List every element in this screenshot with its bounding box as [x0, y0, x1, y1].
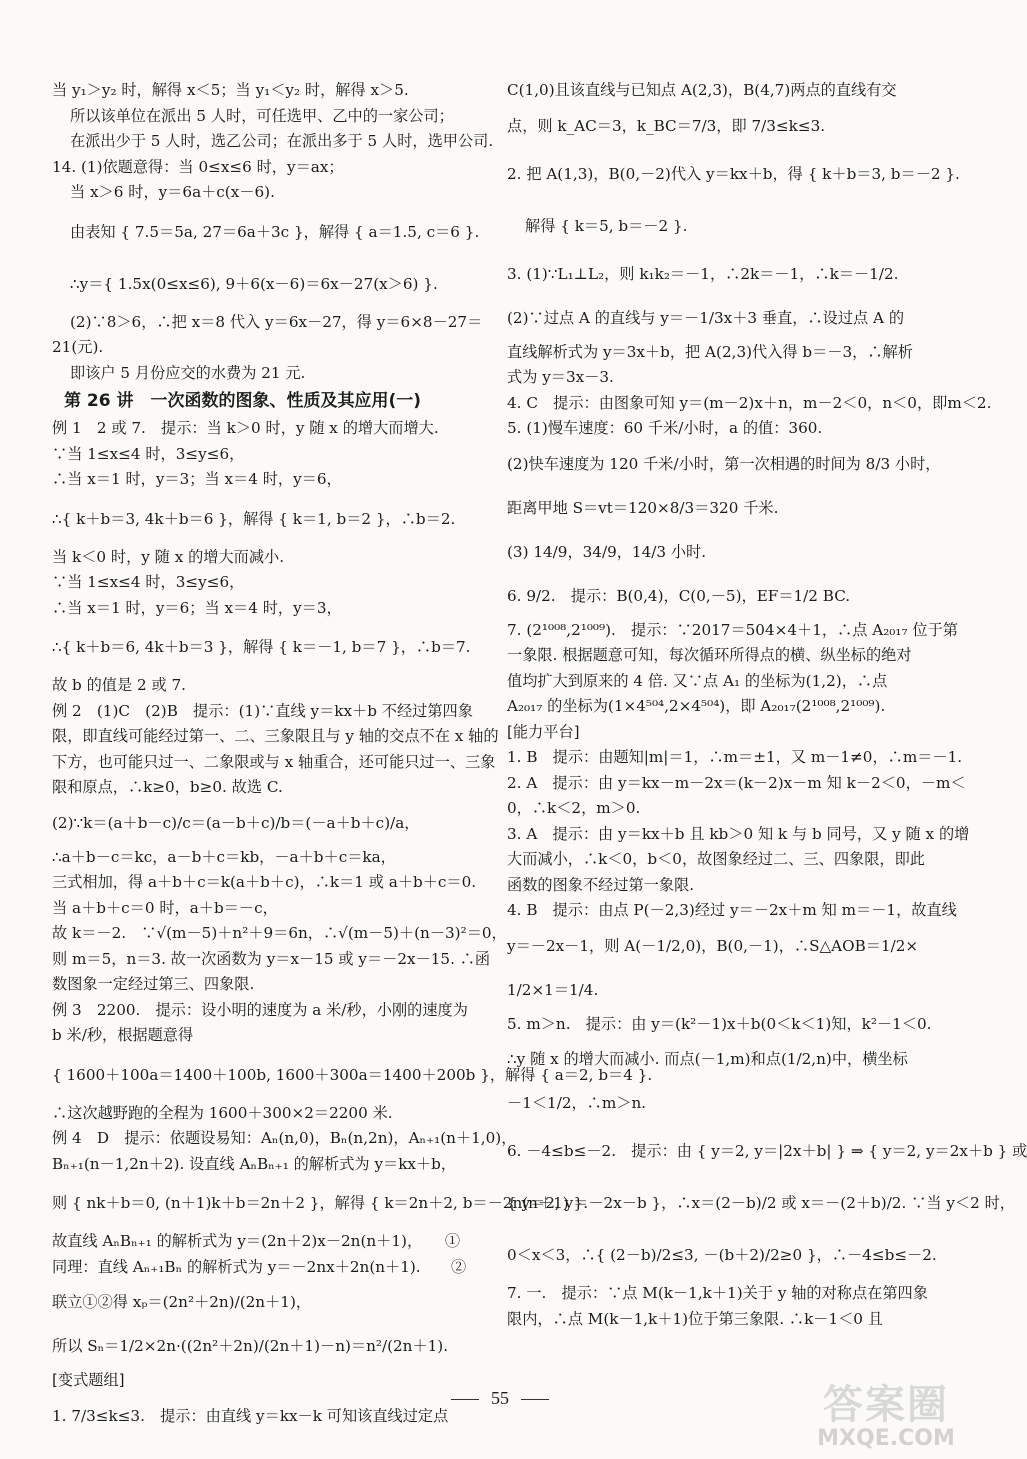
text-line: 所以该单位在派出 5 人时，可任选甲、乙中的一家公司；	[70, 106, 454, 125]
page-number: 55	[491, 1388, 509, 1408]
text-line: ∵当 1≤x≤4 时，3≤y≤6，	[52, 444, 245, 463]
divider	[521, 1399, 549, 1400]
text-line: 一象限. 根据题意可知，每次循环所得点的横、纵坐标的绝对	[507, 646, 912, 664]
equation-system: 6. －4≤b≤－2. 提示：由 { y＝2, y＝|2x＋b| } ⇒ { y＝2, y＝2x＋b } 或	[507, 1142, 1027, 1160]
text-line: 直线解析式为 y＝3x＋b，把 A(2,3)代入得 b＝－3，∴解析	[507, 342, 913, 361]
text-line: b 米/秒，根据题意得	[52, 1026, 194, 1044]
text-line: 例 2 (1)C (2)B 提示：(1)∵直线 y＝kx＋b 不经过第四象	[52, 701, 473, 720]
equation-system: { y＝2, y＝－2x－b }，∴x＝(2－b)/2 或 x＝－(2＋b)/2. ∵当 y＜2 时，	[507, 1194, 1015, 1212]
equation-line: 6. 9/2. 提示：B(0,4)，C(0,－5)，EF＝1/2 BC.	[507, 586, 851, 605]
text-line: ∴当 x＝1 时，y＝3；当 x＝4 时，y＝6，	[52, 470, 342, 488]
text-line: 故 b 的值是 2 或 7.	[52, 676, 186, 694]
text-line: 数图象一定经过第三、四象限.	[52, 975, 255, 993]
text-line: 5. m＞n. 提示：由 y＝(k²－1)x＋b(0＜k＜1)知，k²－1＜0.	[507, 1014, 932, 1033]
equation-line: (2)快车速度为 120 千米/小时，第一次相遇的时间为 8/3 小时，	[507, 454, 941, 473]
text-line: C(1,0)且该直线与已知点 A(2,3)，B(4,7)两点的直线有交	[507, 81, 897, 99]
text-line: 同理：直线 Aₙ₊₁Bₙ 的解析式为 y＝－2nx＋2n(n＋1). ②	[52, 1257, 467, 1276]
section-heading: 第 26 讲 一次函数的图象、性质及其应用(一)	[64, 391, 422, 411]
text-line: 则 m＝5，n＝3. 故一次函数为 y＝x－15 或 y＝－2x－15. ∴函	[52, 949, 491, 968]
text-line: 限和原点，∴k≥0，b≥0. 故选 C.	[52, 778, 283, 796]
text-line: 例 1 2 或 7. 提示：当 k＞0 时，y 随 x 的增大而增大.	[52, 419, 439, 437]
text-line: 7. (2¹⁰⁰⁸,2¹⁰⁰⁹). 提示：∵2017＝504×4＋1，∴点 A₂₀₁₇ 位于第	[507, 620, 958, 639]
text-line: 例 4 D 提示：依题设易知：Aₙ(n,0)，Bₙ(n,2n)，Aₙ₊₁(n＋1,0)，	[52, 1129, 517, 1147]
equation-line: －1＜1/2，∴m＞n.	[507, 1094, 647, 1112]
text-line: 故 k＝－2. ∵√(m－5)＋n²＋9＝6n，∴√(m－5)＋(n－3)²＝0，	[52, 924, 507, 942]
text-line: 值均扩大到原来的 4 倍. 又∵点 A₁ 的坐标为(1,2)，∴点	[507, 671, 888, 690]
equation-system: { 1600＋100a＝1400＋100b, 1600＋300a＝1400＋200b }，解得 { a＝2, b＝4 }.	[52, 1065, 653, 1084]
equation-system: 解得 { k＝5, b＝－2 }.	[525, 216, 688, 235]
equation-system: 由表知 { 7.5＝5a, 27＝6a＋3c }，解得 { a＝1.5, c＝6 }.	[70, 222, 480, 241]
text-line: 三式相加，得 a＋b＋c＝k(a＋b＋c)，∴k＝1 或 a＋b＋c＝0.	[52, 873, 477, 891]
equation-system: ∴{ k＋b＝3, 4k＋b＝6 }，解得 { k＝1, b＝2 }，∴b＝2.	[52, 509, 456, 528]
text-line: 5. (1)慢车速度：60 千米/小时，a 的值：360.	[507, 419, 823, 437]
text-line: 例 3 2200. 提示：设小明的速度为 a 米/秒，小刚的速度为	[52, 1000, 468, 1019]
watermark	[786, 1373, 986, 1451]
subsection-label: [能力平台]	[507, 722, 580, 741]
divider	[451, 1399, 479, 1400]
right-column	[507, 78, 1027, 1332]
equation-system: ∴{ k＋b＝6, 4k＋b＝3 }，解得 { k＝－1, b＝7 }，∴b＝7.	[52, 638, 471, 656]
text-line: 0，∴k＜2，m＞0.	[507, 799, 641, 817]
watermark-logo: 答案圈	[823, 1382, 949, 1428]
text-line: 当 k＜0 时，y 随 x 的增大而减小.	[52, 547, 285, 566]
equation-line: 点，则 k_AC＝3，k_BC＝7/3，即 7/3≤k≤3.	[507, 116, 826, 135]
equation-line: 1/2×1＝1/4.	[507, 980, 599, 999]
equation-system: ∴y＝{ 1.5x(0≤x≤6), 9＋6(x－6)＝6x－27(x＞6) }.	[70, 274, 438, 293]
text-line: 即该户 5 月份应交的水费为 21 元.	[70, 363, 306, 382]
text-line: 21(元).	[52, 338, 104, 356]
text-line: (2)∵8＞6，∴把 x＝8 代入 y＝6x－27，得 y＝6×8－27＝	[70, 312, 483, 331]
text-line: 在派出少于 5 人时，选乙公司；在派出多于 5 人时，选甲公司.	[70, 132, 494, 150]
text-line: 1. 7/3≤k≤3. 提示：由直线 y＝kx－k 可知该直线过定点	[52, 1406, 449, 1425]
text-line: 式为 y＝3x－3.	[507, 368, 614, 386]
text-line: 1. B 提示：由题知|m|＝1，∴m＝±1，又 m－1≠0，∴m＝－1.	[507, 748, 963, 766]
text-line: 7. 一. 提示：∵点 M(k－1,k＋1)关于 y 轴的对称点在第四象	[507, 1284, 928, 1302]
equation-line: (2)∵k＝(a＋b－c)/c＝(a－b＋c)/b＝(－a＋b＋c)/a，	[52, 813, 420, 832]
text-line: 当 a＋b＋c＝0 时，a＋b＝－c，	[52, 898, 278, 917]
text-line: ∴这次越野跑的全程为 1600＋300×2＝2200 米.	[52, 1103, 393, 1122]
text-line: ∵当 1≤x≤4 时，3≤y≤6，	[52, 573, 245, 591]
equation-line: 3. (1)∵L₁⊥L₂，则 k₁k₂＝－1，∴2k＝－1，∴k＝－1/2.	[507, 264, 899, 283]
watermark-site: MXQE.COM	[817, 1426, 955, 1451]
subsection-label: [变式题组]	[52, 1371, 125, 1389]
text-line: 限内，∴点 M(k－1,k＋1)位于第三象限. ∴k－1＜0 且	[507, 1309, 883, 1328]
text-line: 函数的图象不经过第一象限.	[507, 875, 695, 894]
equation-system: 则 { nk＋b＝0, (n＋1)k＋b＝2n＋2 }，解得 { k＝2n＋2, b＝－2n(n＋1) }.	[52, 1194, 589, 1212]
equation-line: ∴y 随 x 的增大而减小. 而点(－1,m)和点(1/2,n)中，横坐标	[507, 1050, 908, 1068]
equation-line: (2)∵过点 A 的直线与 y＝－1/3x＋3 垂直，∴设过点 A 的	[507, 308, 905, 327]
text-line: 当 x＞6 时，y＝6a＋c(x－6).	[70, 183, 275, 201]
equation-line: 联立①②得 xₚ＝(2n²＋2n)/(2n＋1)，	[52, 1293, 312, 1311]
text-line: 14. (1)依题意得：当 0≤x≤6 时，y＝ax；	[52, 157, 344, 176]
text-line: 3. A 提示：由 y＝kx＋b 且 kb＞0 知 k 与 b 同号，又 y 随 x 的增	[507, 824, 970, 843]
text-line: Bₙ₊₁(n－1,2n＋2). 设直线 AₙBₙ₊₁ 的解析式为 y＝kx＋b，	[52, 1154, 457, 1173]
equation-line: 距离甲地 S＝vt＝120×8/3＝320 千米.	[507, 498, 779, 517]
text-line: ∴当 x＝1 时，y＝6；当 x＝4 时，y＝3，	[52, 598, 342, 617]
text-line: ∴a＋b－c＝kc，a－b＋c＝kb，－a＋b＋c＝ka，	[52, 847, 396, 866]
equation-line: y＝－2x－1，则 A(－1/2,0)，B(0,－1)，∴S△AOB＝1/2×	[507, 936, 919, 955]
equation-line: (3) 14/9，34/9，14/3 小时.	[507, 542, 707, 561]
equation-system: 0＜x＜3，∴{ (2－b)/2≤3, －(b＋2)/2≥0 }，∴－4≤b≤－2.	[507, 1246, 937, 1264]
text-line: 4. C 提示：由图象可知 y＝(m－2)x＋n，m－2＜0，n＜0，即m＜2.	[507, 393, 992, 412]
text-line: 4. B 提示：由点 P(－2,3)经过 y＝－2x＋m 知 m＝－1，故直线	[507, 901, 957, 919]
text-line: 大而减小，∴k＜0，b＜0，故图象经过二、三、四象限，即此	[507, 850, 925, 868]
text-line: A₂₀₁₇ 的坐标为(1×4⁵⁰⁴,2×4⁵⁰⁴)，即 A₂₀₁₇(2¹⁰⁰⁸,2¹⁰⁰⁹).	[507, 697, 886, 715]
text-line: 故直线 AₙBₙ₊₁ 的解析式为 y＝(2n＋2)x－2n(n＋1)， ①	[52, 1232, 461, 1250]
equation-system: 2. 把 A(1,3)，B(0,－2)代入 y＝kx＋b，得 { k＋b＝3, b＝－2 }.	[507, 164, 960, 183]
text-line: 下方，也可能只过一、二象限或与 x 轴重合，还可能只过一、三象	[52, 752, 496, 771]
text-line: 限，即直线可能经过第一、二、三象限且与 y 轴的交点不在 x 轴的	[52, 727, 499, 745]
text-line: 2. A 提示：由 y＝kx－m－2x＝(k－2)x－m 知 k－2＜0，－m＜	[507, 773, 966, 792]
text-line: 当 y₁＞y₂ 时，解得 x＜5；当 y₁＜y₂ 时，解得 x＞5.	[52, 81, 409, 99]
equation-line: 所以 Sₙ＝1/2×2n·((2n²＋2n)/(2n＋1)－n)＝n²/(2n＋1).	[52, 1337, 449, 1355]
